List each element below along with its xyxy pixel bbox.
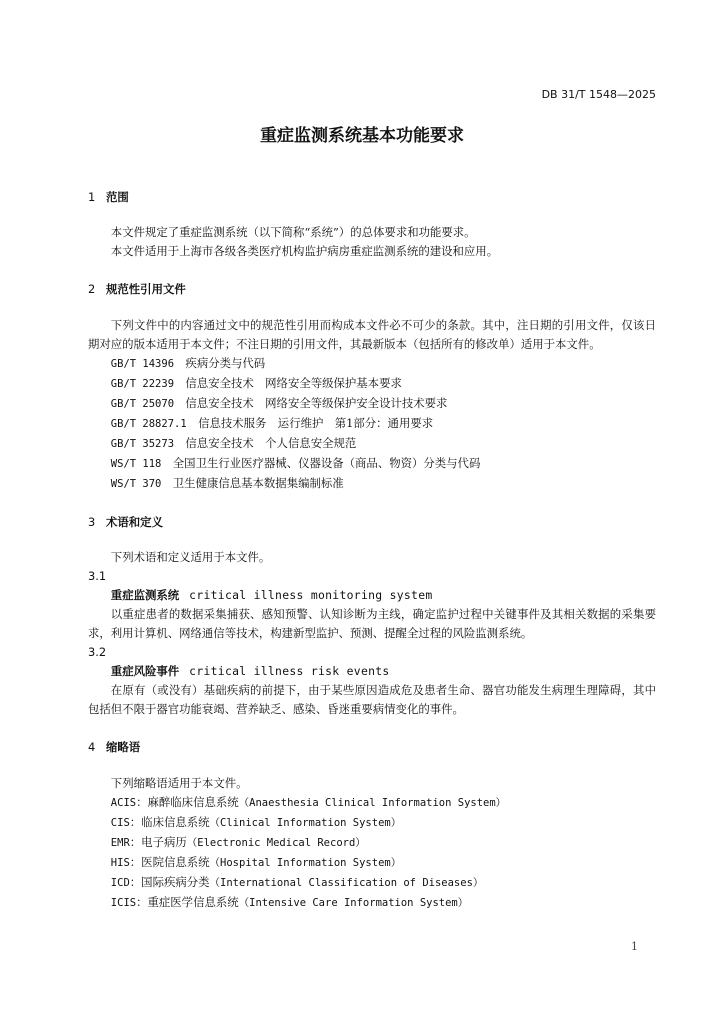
abbreviation-zh: 重症医学信息系统: [147, 895, 239, 909]
reference-title: 信息技术服务 运行维护 第1部分：通用要求: [198, 416, 434, 430]
term-zh: 重症监测系统: [110, 588, 180, 602]
section-number: 4: [88, 740, 96, 754]
abbreviation-item: HIS：医院信息系统（Hospital Information System）: [110, 855, 402, 869]
section-2-heading: [88, 280, 656, 298]
abbreviation-item: EMR：电子病历（Electronic Medical Record）: [110, 835, 366, 849]
reference-title: 全国卫生行业医疗器械、仪器设备（商品、物资）分类与代码: [172, 456, 481, 470]
section-3-heading: [88, 513, 656, 531]
reference-item: [88, 354, 656, 374]
abbreviation-en: （Intensive Care Information System）: [238, 897, 469, 909]
term-number: 3.2: [88, 645, 107, 659]
term-definition: 以重症患者的数据采集捕获、感知预警、认知诊断为主线，确定监护过程中关键事件及其相关数据的采集要求，利用计算机、网络通信等技术，构建新型监护、预测、提醒全过程的风险监测系统。: [88, 607, 656, 640]
section-4-heading: [88, 738, 656, 756]
section-title: 术语和定义: [106, 515, 163, 529]
section-number: 3: [88, 515, 96, 529]
reference-title: 信息安全技术 网络安全等级保护安全设计技术要求: [185, 396, 448, 410]
section-title: 缩略语: [106, 740, 141, 754]
abbreviations-intro: 下列缩略语适用于本文件。: [110, 776, 248, 790]
scope-paragraph-2: 本文件适用于上海市各级各类医疗机构监护病房重症监测系统的建设和应用。: [110, 244, 499, 258]
reference-item: [88, 414, 656, 434]
abbreviation-en: （Clinical Information System）: [209, 817, 402, 829]
document-title: 重症监测系统基本功能要求: [260, 126, 464, 146]
reference-code: GB/T 35273: [110, 438, 175, 450]
section-number: 1: [88, 190, 96, 204]
reference-item: [88, 434, 656, 454]
abbreviation-item: ICD：国际疾病分类（International Classification of Diseases）: [110, 875, 484, 889]
section-title: 范围: [106, 190, 129, 204]
abbreviation-en: （Electronic Medical Record）: [186, 837, 366, 849]
abbreviation-zh: 临床信息系统: [141, 815, 210, 829]
reference-code: GB/T 22239: [110, 378, 175, 390]
terms-intro: 下列术语和定义适用于本文件。: [110, 550, 271, 564]
abbreviation: HIS: [110, 857, 130, 869]
abbreviation-item: CIS：临床信息系统（Clinical Information System）: [110, 815, 402, 829]
abbreviation: EMR: [110, 837, 130, 849]
reference-item: [88, 474, 656, 494]
term-definition: 在原有（或没有）基础疾病的前提下，由于某些原因造成危及患者生命、器官功能发生病理生理障碍，其中包括但不限于器官功能衰竭、营养缺乏、感染、昏迷重要病情变化的事件。: [88, 683, 656, 716]
reference-code: WS/T 118: [110, 458, 162, 470]
reference-title: 卫生健康信息基本数据集编制标准: [172, 476, 344, 490]
abbreviation-en: （Anaesthesia Clinical Information System）: [238, 797, 507, 809]
section-number: 2: [88, 282, 96, 296]
term-en: critical illness risk events: [189, 664, 390, 678]
abbreviation: CIS: [110, 817, 130, 829]
references-intro: 下列文件中的内容通过文中的规范性引用而构成本文件必不可少的条款。其中，注日期的引用文件，仅该日期对应的版本适用于本文件；不注日期的引用文件，其最新版本（包括所有的修改单）适用于本文件。: [88, 318, 656, 351]
document-body: [88, 188, 656, 913]
reference-code: GB/T 14396: [110, 358, 175, 370]
page-number: 1: [631, 940, 638, 953]
reference-item: [88, 374, 656, 394]
term-title: [88, 662, 656, 681]
reference-title: 信息安全技术 网络安全等级保护基本要求: [185, 376, 402, 390]
reference-item: [88, 394, 656, 414]
abbreviation-zh: 电子病历: [141, 835, 187, 849]
abbreviation: ICIS: [110, 897, 137, 909]
abbreviation-zh: 医院信息系统: [141, 855, 210, 869]
abbreviation-item: ACIS：麻醉临床信息系统（Anaesthesia Clinical Information System）: [110, 795, 507, 809]
scope-paragraph-1: 本文件规定了重症监测系统（以下简称“系统”）的总体要求和功能要求。: [110, 225, 476, 239]
reference-title: 疾病分类与代码: [185, 356, 266, 370]
abbreviation: ACIS: [110, 797, 137, 809]
abbreviation: ICD: [110, 877, 130, 889]
abbreviation-en: （International Classification of Diseases）: [209, 877, 484, 889]
abbreviation-zh: 国际疾病分类: [141, 875, 210, 889]
abbreviation-zh: 麻醉临床信息系统: [147, 795, 239, 809]
term-zh: 重症风险事件: [110, 664, 180, 678]
reference-code: WS/T 370: [110, 478, 162, 490]
reference-title: 信息安全技术 个人信息安全规范: [185, 436, 357, 450]
reference-item: [88, 454, 656, 474]
abbreviation-en: （Hospital Information System）: [209, 857, 402, 869]
term-en: critical illness monitoring system: [189, 588, 433, 602]
reference-code: GB/T 28827.1: [110, 418, 187, 430]
reference-code: GB/T 25070: [110, 398, 175, 410]
section-title: 规范性引用文件: [106, 282, 186, 296]
abbreviation-item: ICIS：重症医学信息系统（Intensive Care Information System）: [110, 895, 469, 909]
term-number: 3.1: [88, 569, 107, 583]
term-title: [88, 586, 656, 605]
standard-number: DB 31/T 1548—2025: [541, 88, 656, 101]
section-1-heading: [88, 188, 656, 206]
